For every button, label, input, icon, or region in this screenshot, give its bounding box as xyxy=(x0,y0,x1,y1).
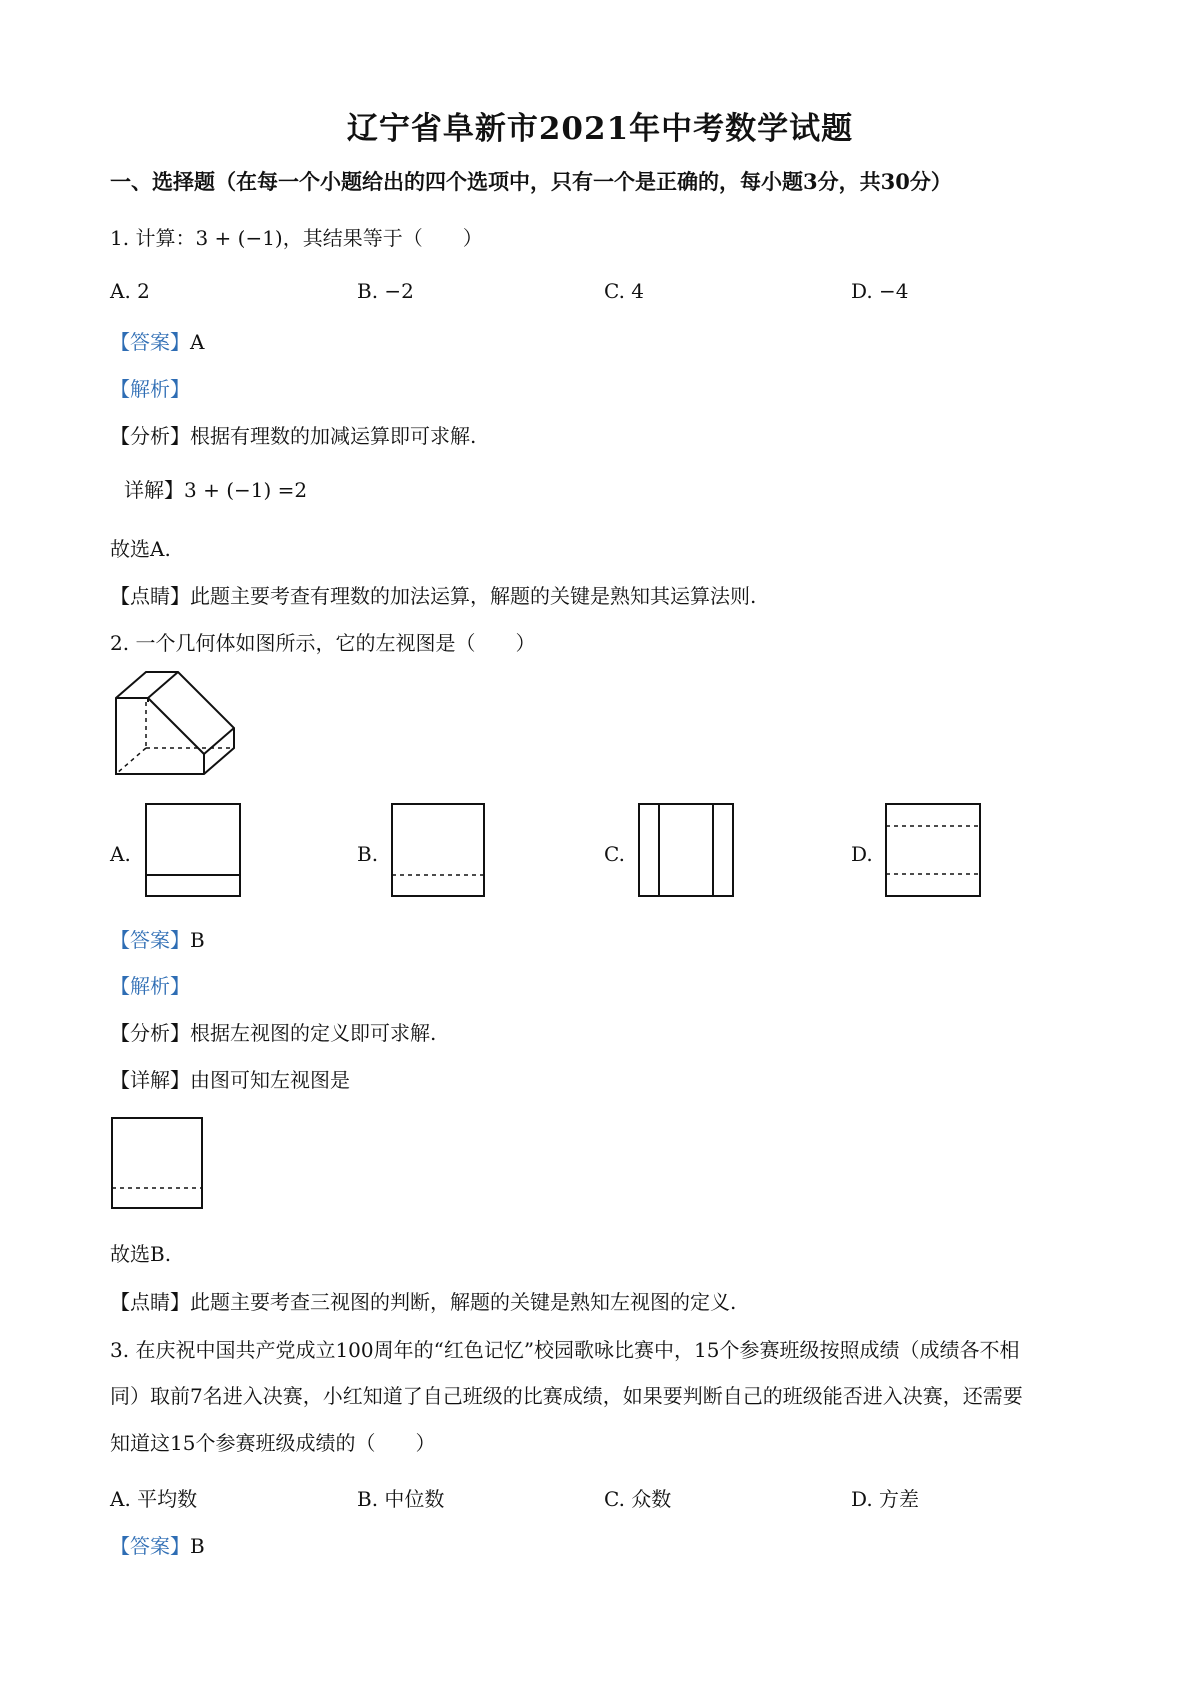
q2-option-d: D. xyxy=(851,842,873,866)
page-title: 辽宁省阜新市2021年中考数学试题 xyxy=(346,111,854,147)
q2-stem: 2. 一个几何体如图所示，它的左视图是（ ） xyxy=(110,631,536,655)
q2-option-c: C. xyxy=(604,842,625,866)
q1-analysis-tag: 【解析】 xyxy=(110,377,190,401)
solid-figure xyxy=(110,668,240,778)
q1-option-d: D. −4 xyxy=(851,279,909,303)
q2-fenxi: 【分析】根据左视图的定义即可求解. xyxy=(110,1021,437,1045)
q2-answer xyxy=(110,924,205,953)
q3-option-a: A. 平均数 xyxy=(110,1487,198,1511)
q1-option-c: C. 4 xyxy=(604,279,645,303)
q2-option-b: B. xyxy=(357,842,379,866)
q1-answer xyxy=(110,326,204,355)
q3-option-c: C. 众数 xyxy=(604,1487,672,1511)
q1-guxuan: 故选A. xyxy=(110,537,171,561)
q2-option-b-figure xyxy=(390,800,490,900)
q1-xiangjie: 详解】3 + (−1) =2 xyxy=(124,478,308,502)
q1-dianjing: 【点睛】此题主要考查有理数的加法运算，解题的关键是熟知其运算法则. xyxy=(110,584,757,608)
q3-option-b: B. 中位数 xyxy=(357,1487,445,1511)
q2-option-a: A. xyxy=(110,842,131,866)
answer-value: A xyxy=(190,330,205,354)
q3-stem-line-1: 3. 在庆祝中国共产党成立100周年的“红色记忆”校园歌咏比赛中，15个参赛班级按照成绩（成绩各不相 xyxy=(110,1338,1020,1362)
q1-fenxi: 【分析】根据有理数的加减运算即可求解. xyxy=(110,424,477,448)
q2-dianjing: 【点睛】此题主要考查三视图的判断，解题的关键是熟知左视图的定义. xyxy=(110,1290,737,1314)
q1-option-b: B. −2 xyxy=(357,279,414,303)
answer-tag: 【答案】 xyxy=(110,1534,190,1558)
answer-tag: 【答案】 xyxy=(110,330,190,354)
answer-left-view-figure xyxy=(110,1116,206,1212)
q1-option-a: A. 2 xyxy=(110,279,150,303)
section-heading: 一、选择题（在每一个小题给出的四个选项中，只有一个是正确的，每小题3分，共30分） xyxy=(110,169,952,194)
q2-analysis-tag: 【解析】 xyxy=(110,974,190,998)
q3-answer xyxy=(110,1530,205,1559)
answer-value: B xyxy=(190,1534,205,1558)
answer-value: B xyxy=(190,928,205,952)
q3-stem-line-3: 知道这15个参赛班级成绩的（ ） xyxy=(110,1431,436,1455)
q2-xiangjie: 【详解】由图可知左视图是 xyxy=(110,1068,350,1092)
q3-stem-line-2: 同）取前7名进入决赛，小红知道了自己班级的比赛成绩，如果要判断自己的班级能否进入决赛，还需要 xyxy=(110,1384,1023,1408)
q2-option-a-figure xyxy=(144,800,244,900)
q3-option-d: D. 方差 xyxy=(851,1487,920,1511)
q2-option-d-figure xyxy=(884,800,984,900)
q1-stem: 1. 计算：3 + (−1)，其结果等于（ ） xyxy=(110,226,483,250)
q2-option-c-figure xyxy=(637,800,737,900)
answer-tag: 【答案】 xyxy=(110,928,190,952)
q2-guxuan: 故选B. xyxy=(110,1242,172,1266)
